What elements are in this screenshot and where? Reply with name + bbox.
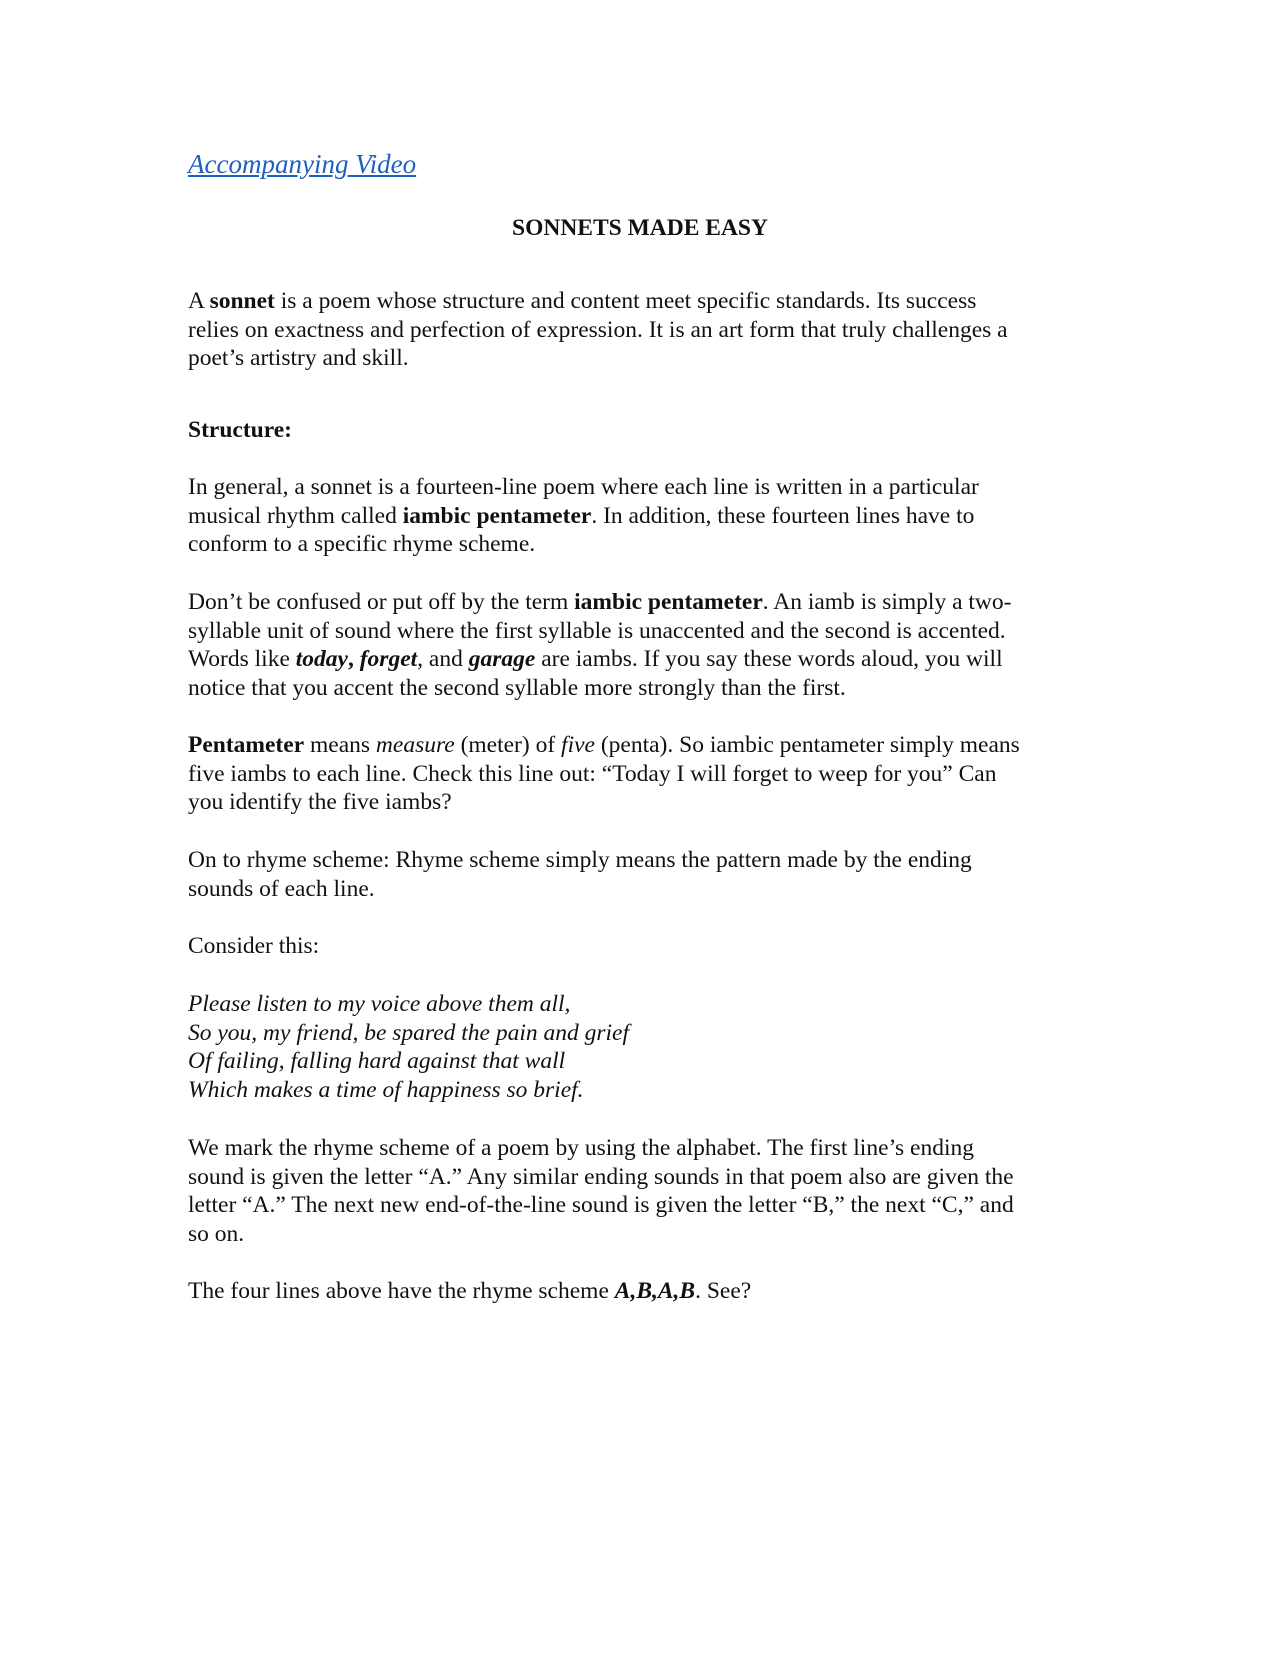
term-pentameter: Pentameter [188, 732, 305, 758]
intro-paragraph: A sonnet is a poem whose structure and content meet specific standards. Its success relies on exactness and perfection of expression. It is an art form that truly challenges a poet’s artistry and skill. [188, 288, 1008, 372]
alphabet-paragraph: We mark the rhyme scheme of a poem by using the alphabet. The first line’s ending sound is given the letter “A.” Any similar ending sounds in that poem also are given the letter “A.” The next new end-of-the-line sound is given the letter “B,” the next “C,” and so on. [188, 1135, 1014, 1248]
poem-line: So you, my friend, be spared the pain and grief [188, 1019, 629, 1046]
poem-line: Of failing, falling hard against that wall [188, 1048, 566, 1075]
example-garage: garage [468, 646, 536, 673]
term-iambic-pentameter-2: iambic pentameter [574, 589, 763, 615]
pentameter-paragraph: Pentameter means measure (meter) of five (penta). So iambic pentameter simply means five iambs to each line. Check this line out: “Today I will forget to weep for you” Can you identify the five iambs? [188, 732, 1020, 816]
accompanying-video-link[interactable]: Accompanying Video [188, 149, 417, 179]
poem-excerpt [188, 990, 1093, 1105]
general-paragraph: In general, a sonnet is a fourteen-line poem where each line is written in a particular musical rhythm called iambic pentameter. In addition, these fourteen lines have to conform to a specific rhyme scheme. [188, 474, 979, 558]
poem-line: Which makes a time of happiness so brief. [188, 1077, 584, 1104]
term-sonnet: sonnet [209, 288, 275, 314]
term-iambic-pentameter: iambic pentameter [402, 502, 592, 529]
example-today: today [295, 646, 348, 673]
structure-heading: Structure: [188, 417, 292, 443]
poem-line: Please listen to my voice above them all, [188, 991, 571, 1017]
iamb-paragraph: Don’t be confused or put off by the term iambic pentameter. An iamb is simply a two- syllable unit of sound where the first syllable is unaccented and the second is accented. Words like today, forget, and garage are iambs. If you say these words aloud, you will notice that you accent the second syllable more strongly than the first. [188, 589, 1012, 702]
page-title: SONNETS MADE EASY [512, 215, 768, 241]
consider-text: Consider this: [188, 933, 320, 959]
rhyme-scheme-abab: A,B,A,B [614, 1278, 696, 1304]
example-forget: forget [359, 646, 418, 673]
final-paragraph: The four lines above have the rhyme scheme A,B,A,B. See? [188, 1278, 752, 1304]
rhyme-scheme-paragraph: On to rhyme scheme: Rhyme scheme simply means the pattern made by the ending sounds of each line. [188, 847, 972, 902]
